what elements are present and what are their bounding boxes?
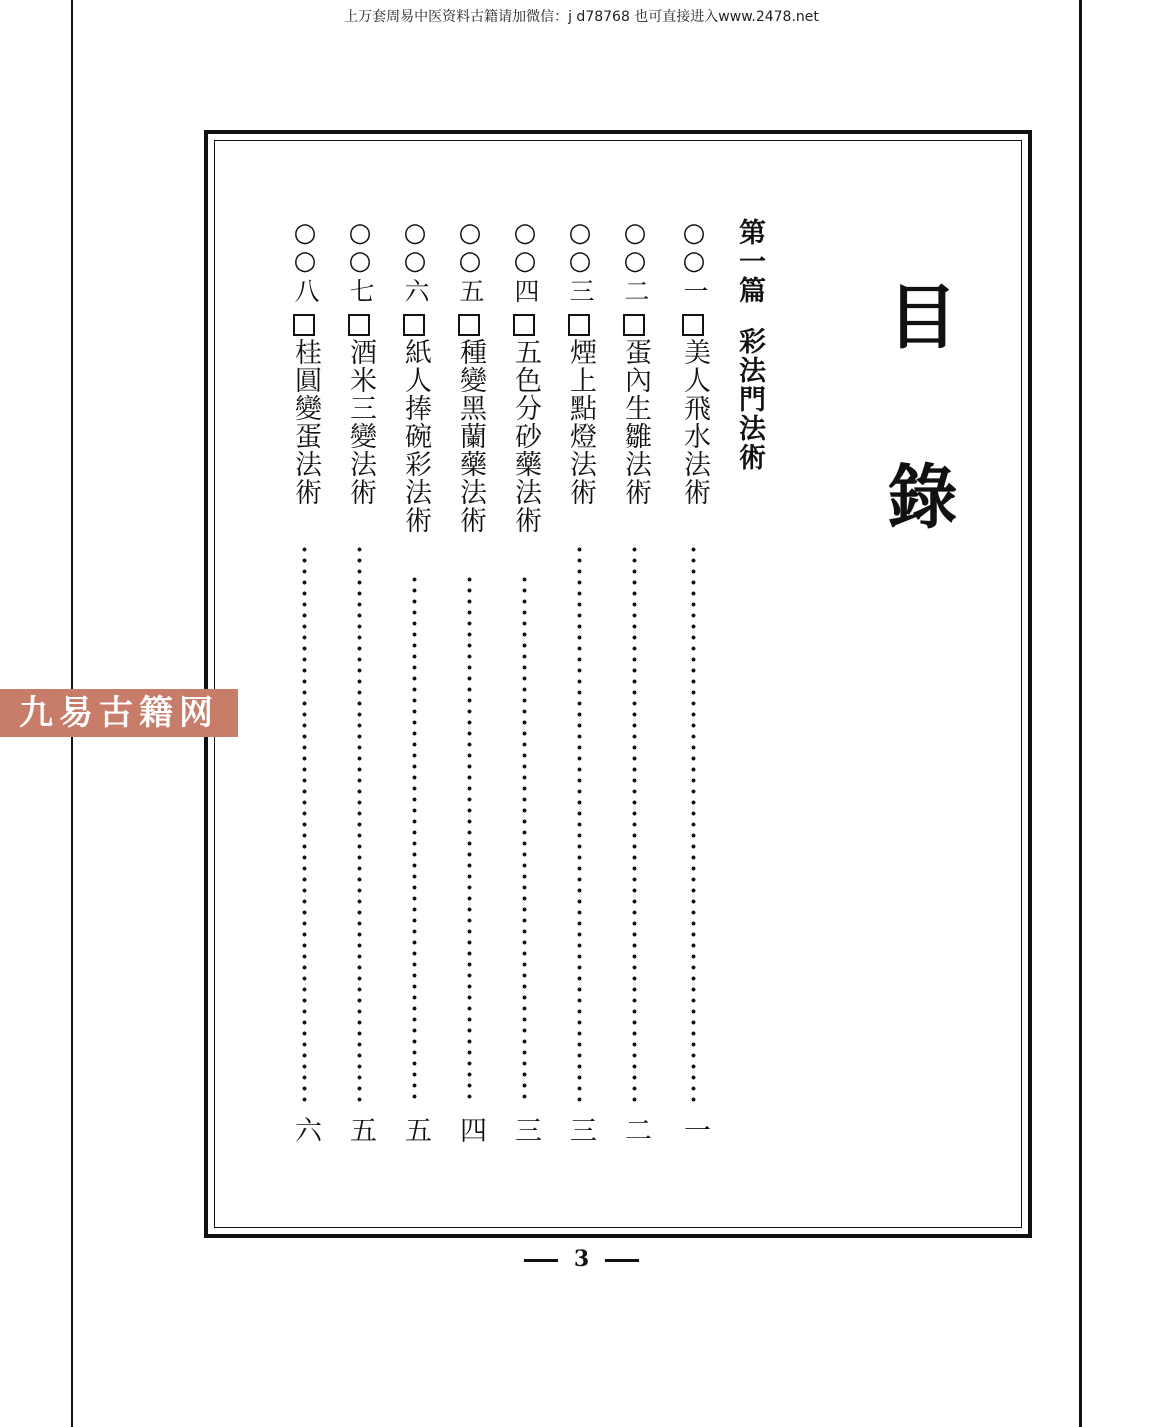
dot-leader [302,544,307,1104]
toc-entry [453,218,487,1148]
page-folio [0,1246,1163,1272]
entry-box-mark [458,314,480,336]
entry-number: 二 [621,278,650,304]
entry-circle-marks: ○○ [400,218,430,274]
entry-label: 五色分砂藥法術 [510,338,541,534]
entry-number: 四 [511,278,540,304]
dot-leader [412,574,417,1104]
entry-number: 六 [401,278,430,304]
entry-box-mark [293,314,315,336]
entry-page-number: 三 [565,1116,596,1143]
dot-leader [632,544,637,1104]
toc-entry [398,218,432,1148]
folio-dash-left [524,1259,558,1262]
entry-box-mark [403,314,425,336]
folio-number: 3 [573,1246,590,1272]
dot-leader [577,544,582,1104]
toc-entry [563,218,597,1148]
entry-label: 酒米三變法術 [345,338,376,506]
entry-box-mark [568,314,590,336]
entry-circle-marks: ○○ [510,218,540,274]
folio-dash-right [605,1259,639,1262]
entry-circle-marks: ○○ [679,218,709,274]
entry-label: 美人飛水法術 [679,338,710,506]
entry-label: 種變黑蘭藥法術 [455,338,486,534]
entry-number: 八 [291,278,320,304]
entry-number: 三 [566,278,595,304]
entry-box-mark [513,314,535,336]
entry-label: 紙人捧碗彩法術 [400,338,431,534]
section-heading-prefix: 第一篇 [734,218,765,305]
entry-box-mark [623,314,645,336]
section-heading-name: 彩法門法術 [734,327,765,472]
watermark-logo: 九易古籍网 [0,689,238,737]
toc-entry [288,218,322,1148]
toc-entry [343,218,377,1148]
entry-circle-marks: ○○ [455,218,485,274]
dot-leader [357,544,362,1104]
toc-entry [508,218,542,1148]
entry-box-mark [682,314,704,336]
entry-number: 五 [456,278,485,304]
entry-page-number: 五 [345,1116,376,1143]
entry-number: 一 [680,278,709,304]
section-heading [733,218,765,472]
dot-leader [691,544,696,1104]
right-edge-rule [1079,0,1082,1427]
entry-page-number: 三 [510,1116,541,1143]
entry-box-mark [348,314,370,336]
page-title: 目錄 [876,280,959,640]
entry-label: 蛋內生雛法術 [620,338,651,506]
dot-leader [467,574,472,1104]
toc-entry [618,218,652,1148]
entry-page-number: 二 [620,1116,651,1143]
entry-circle-marks: ○○ [345,218,375,274]
entry-page-number: 四 [455,1116,486,1143]
entry-circle-marks: ○○ [620,218,650,274]
dot-leader [522,574,527,1104]
entry-label: 桂圓變蛋法術 [290,338,321,506]
toc-entry [677,218,711,1148]
entry-page-number: 五 [400,1116,431,1143]
entry-page-number: 六 [290,1116,321,1143]
entry-circle-marks: ○○ [290,218,320,274]
entry-label: 煙上點燈法術 [565,338,596,506]
entry-number: 七 [346,278,375,304]
entry-circle-marks: ○○ [565,218,595,274]
entry-page-number: 一 [679,1116,710,1143]
top-banner: 上万套周易中医资料古籍请加微信：j d78768 也可直接进入www.2478.net [344,9,819,25]
